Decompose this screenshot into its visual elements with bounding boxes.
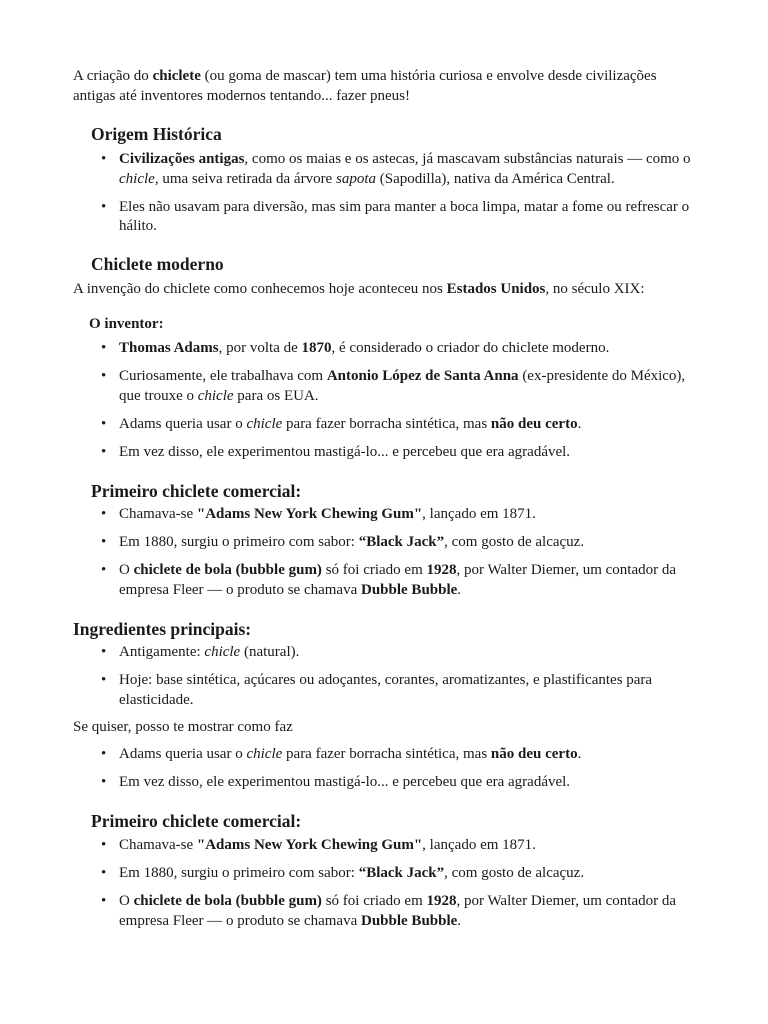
text: Chamava-se	[119, 837, 197, 853]
text: , é considerado o criador do chiclete moderno.	[331, 340, 610, 356]
list-item	[98, 198, 698, 237]
list-item	[98, 367, 698, 406]
intro-text: A criação do	[73, 68, 153, 84]
bold-text: "Adams New York Chewing Gum"	[196, 837, 423, 853]
bold-text: Dubble Bubble	[361, 581, 458, 598]
bold-text: chiclete de bola (bubble gum)	[133, 893, 322, 909]
bold-text: 1928	[426, 562, 457, 578]
text: , por Walter Diemer, um contador da empresa Fleer — o produto se chamava	[119, 562, 677, 598]
italic-text: chicle	[246, 415, 283, 432]
text: Em 1880, surgiu o primeiro com sabor:	[119, 865, 359, 881]
text: .	[457, 912, 462, 929]
text: para fazer borracha sintética, mas	[282, 746, 491, 762]
text: , com gosto de alcaçuz.	[444, 865, 585, 881]
italic-text: chicle	[246, 746, 283, 762]
comercial-list-repeat	[98, 836, 698, 940]
bold-text: Estados Unidos	[446, 281, 546, 297]
inventor-list-repeat	[98, 745, 698, 801]
text: .	[577, 746, 582, 762]
outro-paragraph: Se quiser, posso te mostrar como faz	[73, 719, 293, 735]
list-item	[98, 892, 698, 931]
list-item	[98, 671, 698, 710]
text: para os EUA.	[233, 387, 319, 404]
text: O	[119, 562, 134, 578]
list-item	[98, 864, 698, 884]
intro-text-end: (ou goma de mascar) tem uma história curiosa e envolve desde civilizações antigas até inventores modernos tentando... fazer pneus!	[73, 68, 657, 104]
list-item	[98, 505, 698, 525]
text: O	[119, 893, 134, 909]
text: para fazer borracha sintética, mas	[282, 415, 491, 432]
inventor-list	[98, 339, 698, 471]
text: (Sapodilla), nativa da América Central.	[376, 170, 615, 187]
list-item	[98, 773, 698, 793]
heading-ingredientes-principais: Ingredientes principais:	[73, 619, 252, 639]
bold-text: chiclete de bola (bubble gum)	[133, 562, 322, 578]
text: , lançado em 1871.	[422, 837, 536, 853]
text: , por volta de	[218, 340, 302, 356]
bold-text: Dubble Bubble	[361, 912, 458, 929]
text: , lançado em 1871.	[422, 506, 536, 522]
text: (ex-presidente do México), que trouxe o	[119, 368, 686, 404]
text: só foi criado em	[321, 893, 427, 909]
bold-text: 1870	[301, 340, 332, 356]
text: Chamava-se	[119, 506, 197, 522]
text: (natural).	[240, 644, 300, 660]
heading-primeiro-chiclete-comercial-repeat: Primeiro chiclete comercial:	[91, 811, 302, 831]
list-item	[98, 150, 698, 189]
italic-text: chicle	[197, 387, 234, 404]
bold-text: “Black Jack”	[358, 865, 445, 881]
heading-o-inventor: O inventor:	[89, 316, 164, 332]
text: Curiosamente, ele trabalhava com	[119, 368, 327, 384]
text: A invenção do chiclete como conhecemos hoje aconteceu nos	[73, 281, 447, 297]
heading-primeiro-chiclete-comercial: Primeiro chiclete comercial:	[91, 481, 302, 501]
list-item	[98, 533, 698, 553]
text: , com gosto de alcaçuz.	[444, 534, 585, 550]
ingredientes-list	[98, 643, 698, 719]
bold-text: Thomas Adams	[119, 340, 219, 356]
text: Antigamente:	[119, 644, 205, 660]
text: Eles não usavam para diversão, mas sim para manter a boca limpa, matar a fome ou refrescar o hálito.	[119, 198, 690, 234]
text: Em vez disso, ele experimentou mastigá-lo... e percebeu que era agradável.	[119, 774, 571, 790]
comercial-list	[98, 505, 698, 609]
text: Hoje: base sintética, açúcares ou adoçantes, corantes, aromatizantes, e plastificantes para elasticidade.	[119, 672, 653, 708]
text: , uma seiva retirada da árvore	[154, 170, 336, 187]
text: , como os maias e os astecas, já mascavam substâncias naturais — como o	[244, 151, 691, 167]
moderno-paragraph	[73, 280, 698, 300]
bold-text: "Adams New York Chewing Gum"	[196, 506, 423, 522]
text: Em vez disso, ele experimentou mastigá-lo... e percebeu que era agradável.	[119, 443, 571, 460]
heading-chiclete-moderno: Chiclete moderno	[91, 254, 224, 274]
list-item	[98, 836, 698, 856]
heading-origem-historica: Origem Histórica	[91, 124, 222, 144]
bold-text: Antonio López de Santa Anna	[326, 368, 519, 384]
bold-text: não deu certo	[490, 746, 578, 762]
text: , no século XIX:	[545, 281, 645, 297]
bold-text: Civilizações antigas	[119, 151, 245, 167]
italic-text: chicle	[204, 644, 241, 660]
italic-text: sapota	[335, 170, 376, 187]
list-item	[98, 443, 698, 463]
text: , por Walter Diemer, um contador da empresa Fleer — o produto se chamava	[119, 893, 677, 929]
text: Adams queria usar o	[119, 415, 247, 432]
bold-text: “Black Jack”	[358, 534, 445, 550]
text: .	[457, 581, 462, 598]
bold-text: não deu certo	[490, 415, 578, 432]
list-item	[98, 415, 698, 435]
list-item	[98, 643, 698, 663]
list-item	[98, 339, 698, 359]
text: Adams queria usar o	[119, 746, 247, 762]
list-item	[98, 561, 698, 600]
list-item	[98, 745, 698, 765]
intro-paragraph	[73, 67, 698, 106]
text: Em 1880, surgiu o primeiro com sabor:	[119, 534, 359, 550]
intro-bold-term: chiclete	[152, 68, 201, 84]
origem-list	[98, 150, 698, 245]
italic-text: chicle	[119, 170, 155, 187]
text: .	[577, 415, 582, 432]
text: só foi criado em	[321, 562, 427, 578]
bold-text: 1928	[426, 893, 457, 909]
